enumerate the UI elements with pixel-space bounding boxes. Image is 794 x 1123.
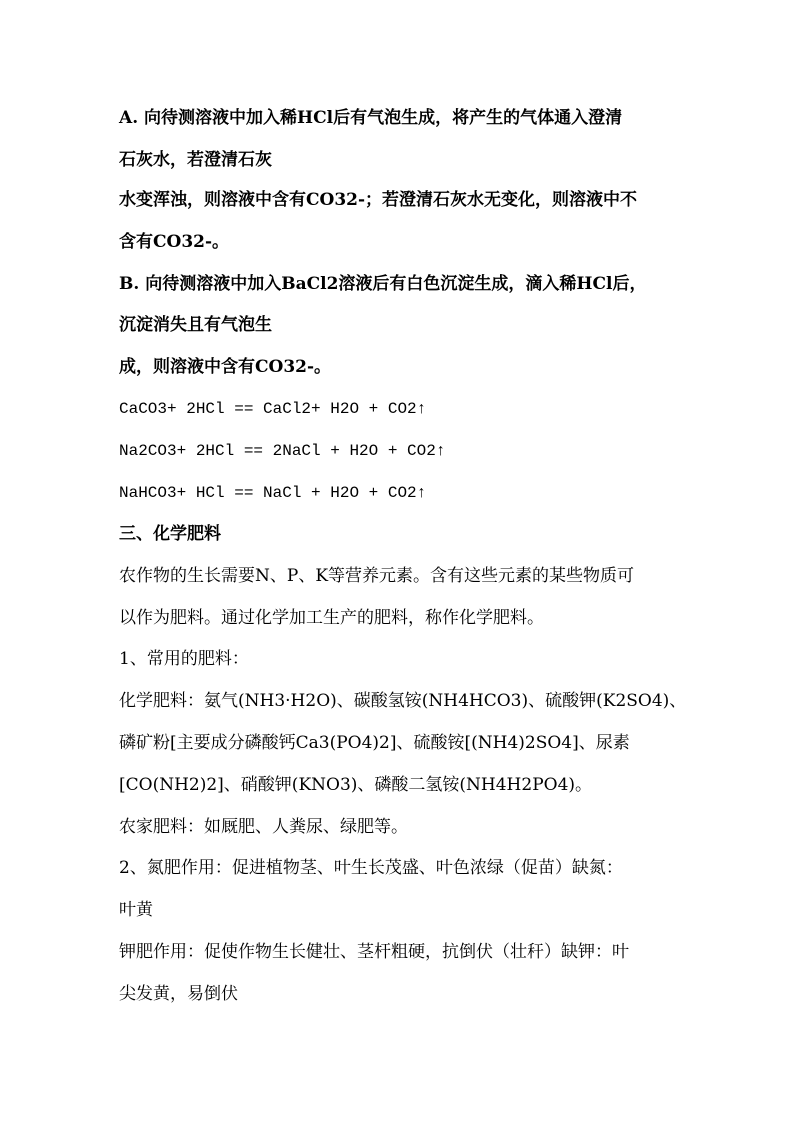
section-heading-fertilizer: 三、化学肥料 <box>119 524 221 544</box>
nitrogen-line-1: 2、氮肥作用：促进植物茎、叶生长茂盛、叶色浓绿（促苗）缺氮： <box>119 858 623 878</box>
paragraph-a-line-3: 水变浑浊，则溶液中含有CO32-；若澄清石灰水无变化，则溶液中不 <box>119 190 638 210</box>
equation-na2co3: Na2CO3+ 2HCl == 2NaCl + H2O + CO2↑ <box>119 442 446 460</box>
farm-fertilizer-line: 农家肥料：如厩肥、人粪尿、绿肥等。 <box>119 817 408 837</box>
paragraph-a-line-1: A. 向待测溶液中加入稀HCl后有气泡生成，将产生的气体通入澄清 <box>119 108 623 128</box>
nitrogen-line-2: 叶黄 <box>119 900 153 920</box>
chemical-fertilizer-line-1: 化学肥料：氨气(NH3·H2O)、碳酸氢铵(NH4HCO3)、硫酸钾(K2SO4)、 <box>119 691 687 711</box>
equation-nahco3: NaHCO3+ HCl == NaCl + H2O + CO2↑ <box>119 484 427 502</box>
equation-caco3: CaCO3+ 2HCl == CaCl2+ H2O + CO2↑ <box>119 400 427 418</box>
common-fertilizer-heading: 1、常用的肥料： <box>119 649 249 669</box>
potassium-line-1: 钾肥作用：促使作物生长健壮、茎杆粗硬，抗倒伏（壮秆）缺钾：叶 <box>119 942 629 962</box>
chemical-fertilizer-line-2: 磷矿粉[主要成分磷酸钙Ca3(PO4)2]、硫酸铵[(NH4)2SO4]、尿素 <box>119 733 630 753</box>
chemical-fertilizer-line-3: [CO(NH2)2]、硝酸钾(KNO3)、磷酸二氢铵(NH4H2PO4)。 <box>119 775 593 795</box>
paragraph-b-line-3: 成，则溶液中含有CO32-。 <box>119 357 332 377</box>
paragraph-b-line-1: B. 向待测溶液中加入BaCl2溶液后有白色沉淀生成，滴入稀HCl后， <box>119 274 647 294</box>
paragraph-a-line-2: 石灰水，若澄清石灰 <box>119 150 272 170</box>
potassium-line-2: 尖发黄，易倒伏 <box>119 984 238 1004</box>
intro-line-1: 农作物的生长需要N、P、K等营养元素。含有这些元素的某些物质可 <box>119 566 635 586</box>
paragraph-b-line-2: 沉淀消失且有气泡生 <box>119 315 272 335</box>
intro-line-2: 以作为肥料。通过化学加工生产的肥料，称作化学肥料。 <box>119 608 544 628</box>
paragraph-a-line-4: 含有CO32-。 <box>119 232 230 252</box>
